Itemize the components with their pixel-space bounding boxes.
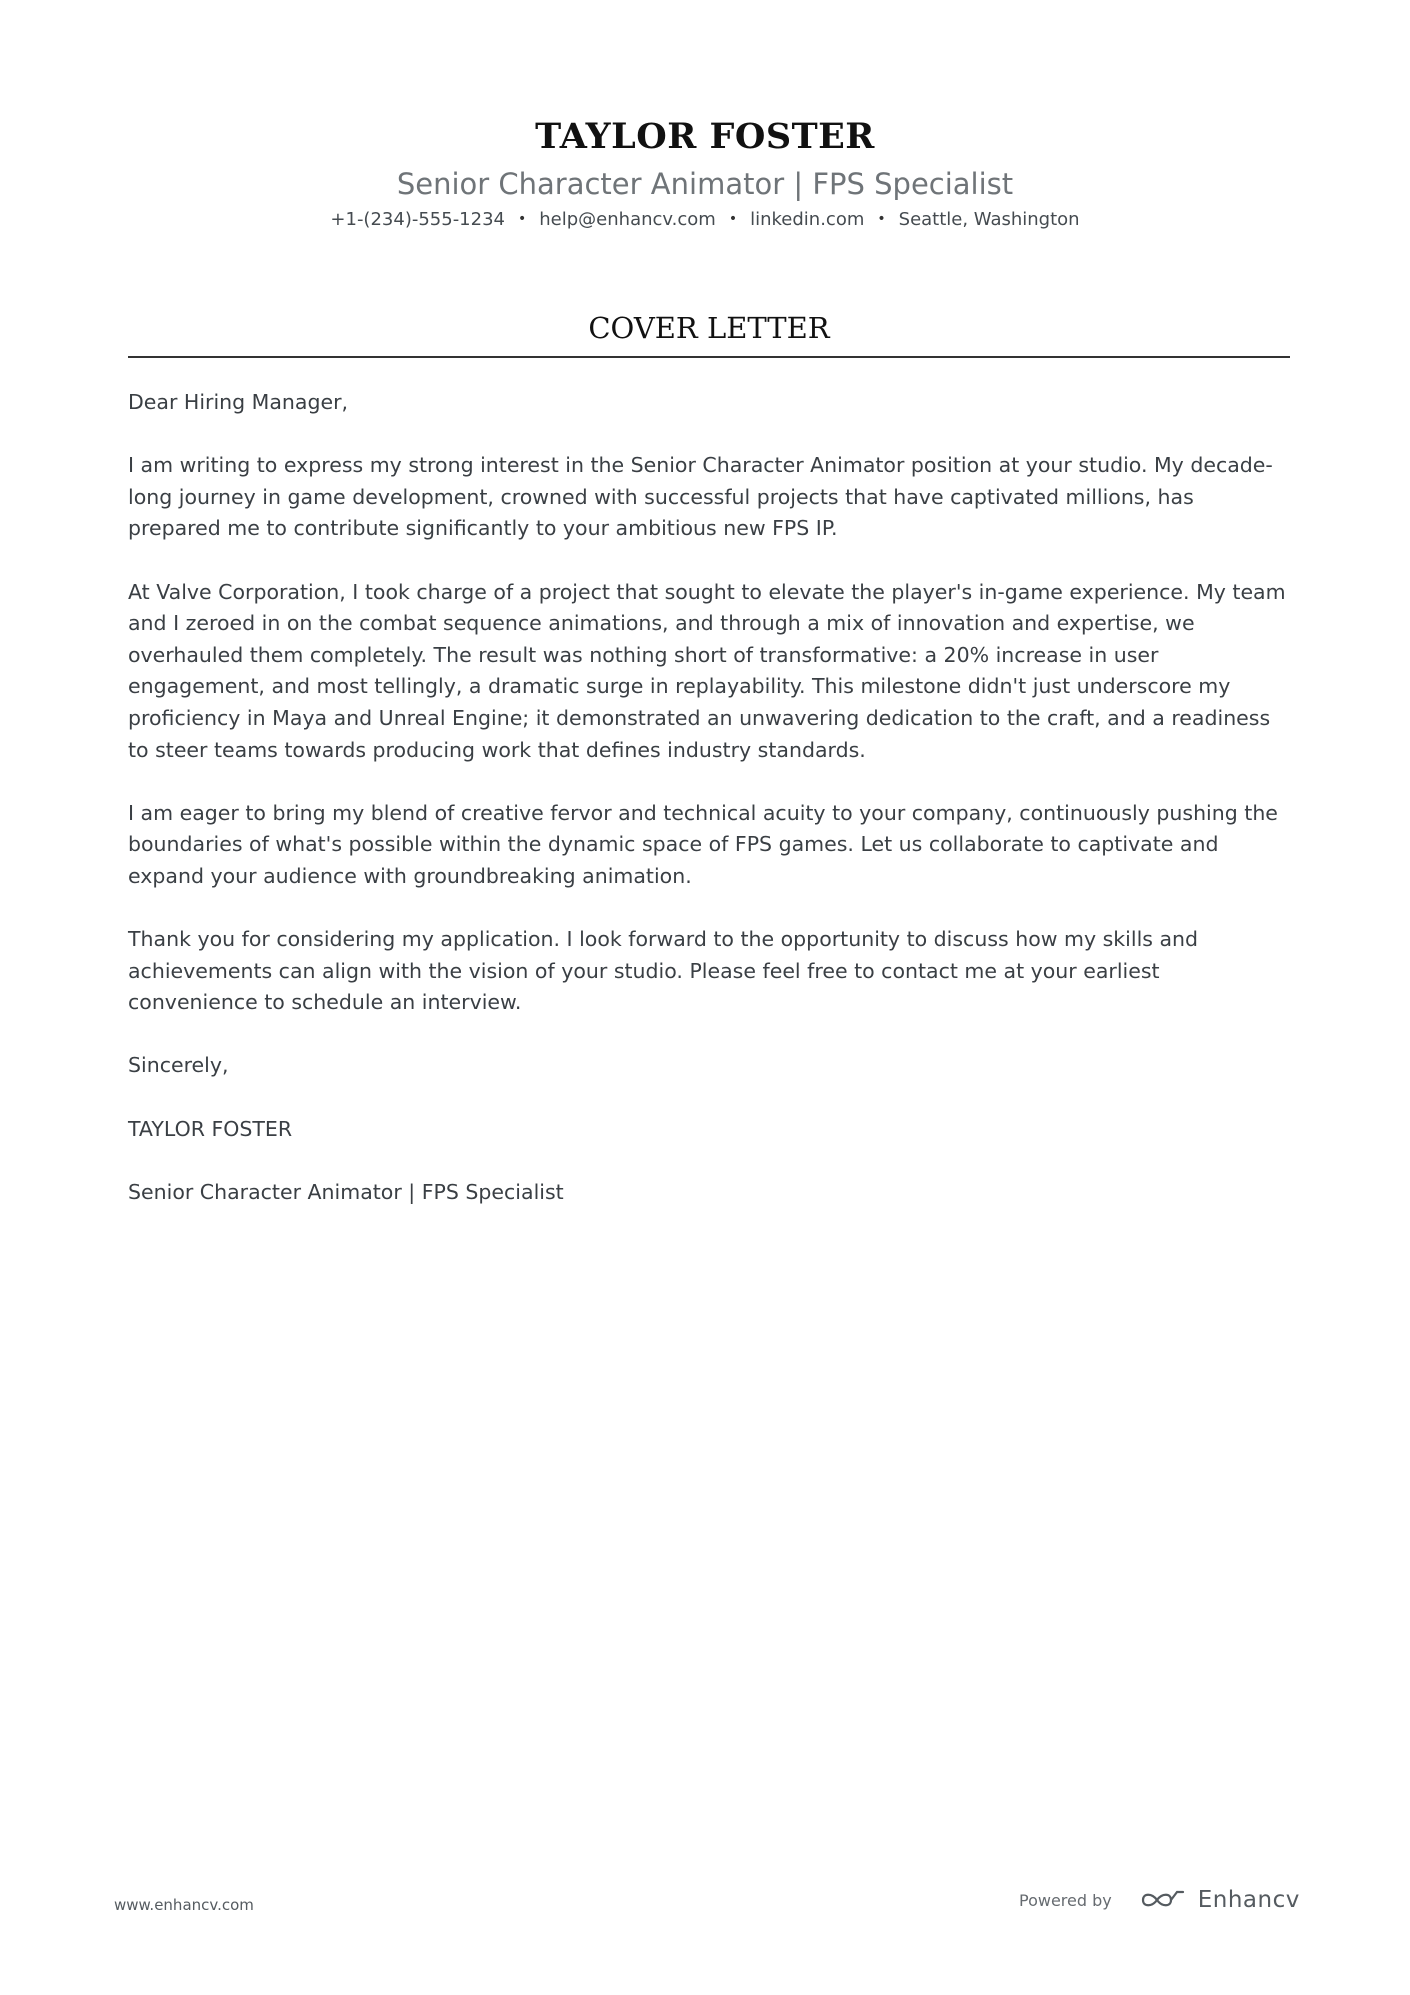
separator-dot: •: [518, 211, 527, 227]
candidate-name: TAYLOR FOSTER: [535, 116, 875, 157]
separator-dot: •: [877, 211, 886, 227]
header: [0, 112, 1410, 232]
letter-body: [128, 387, 1290, 1240]
letter-paragraph: At Valve Corporation, I took charge of a project that sought to elevate the player's in-game experience. My team and I zeroed in on the combat sequence animations, and through a mix of innovation and expertise, we overhauled them completely. The result was nothing short of transformative: a 20% increase in user engagement, and most tellingly, a dramatic surge in replayability. This milestone didn't just underscore my proficiency in Maya and Unreal Engine; it demonstrated an unwavering dedication to the craft, and a readiness to steer teams towards producing work that defines industry standards.: [128, 579, 1286, 762]
brand-name: Enhancv: [1197, 1887, 1300, 1913]
footer-branding[interactable]: [1019, 1880, 1300, 1920]
contact-phone: +1-(234)-555-1234: [330, 209, 505, 230]
candidate-title: Senior Character Animator | FPS Specialist: [396, 167, 1014, 201]
letter-greeting: Dear Hiring Manager,: [128, 390, 349, 414]
letter-paragraph: I am writing to express my strong interest in the Senior Character Animator position at your studio. My decade-long journey in game development, crowned with successful projects that have captivated millions, has prepared me to contribute significantly to your ambitious new FPS IP.: [128, 453, 1273, 541]
contact-location: Seattle, Washington: [898, 209, 1080, 230]
powered-by-label: Powered by: [1019, 1890, 1112, 1910]
section-title: COVER LETTER: [588, 311, 830, 345]
contact-linkedin[interactable]: linkedin.com: [750, 209, 865, 230]
letter-closing: Sincerely,: [128, 1053, 229, 1078]
signature-name: TAYLOR FOSTER: [128, 1116, 293, 1141]
contact-line: [0, 207, 1410, 232]
signature-title: Senior Character Animator | FPS Specialist: [128, 1179, 564, 1204]
section-divider: [128, 356, 1290, 358]
letter-paragraph: Thank you for considering my application. I look forward to the opportunity to discuss how my skills and achievements can align with the vision of your studio. Please feel free to contact me at your earliest convenience to schedule an interview.: [128, 927, 1199, 1015]
footer-website[interactable]: www.enhancv.com: [114, 1896, 254, 1914]
letter-paragraph: I am eager to bring my blend of creative fervor and technical acuity to your company, continuously pushing the boundaries of what's possible within the dynamic space of FPS games. Let us collaborate to captivate and expand your audience with groundbreaking animation.: [128, 800, 1278, 888]
separator-dot: •: [728, 211, 738, 227]
enhancv-logo-icon: [1140, 1888, 1186, 1912]
contact-email[interactable]: help@enhancv.com: [539, 209, 716, 230]
